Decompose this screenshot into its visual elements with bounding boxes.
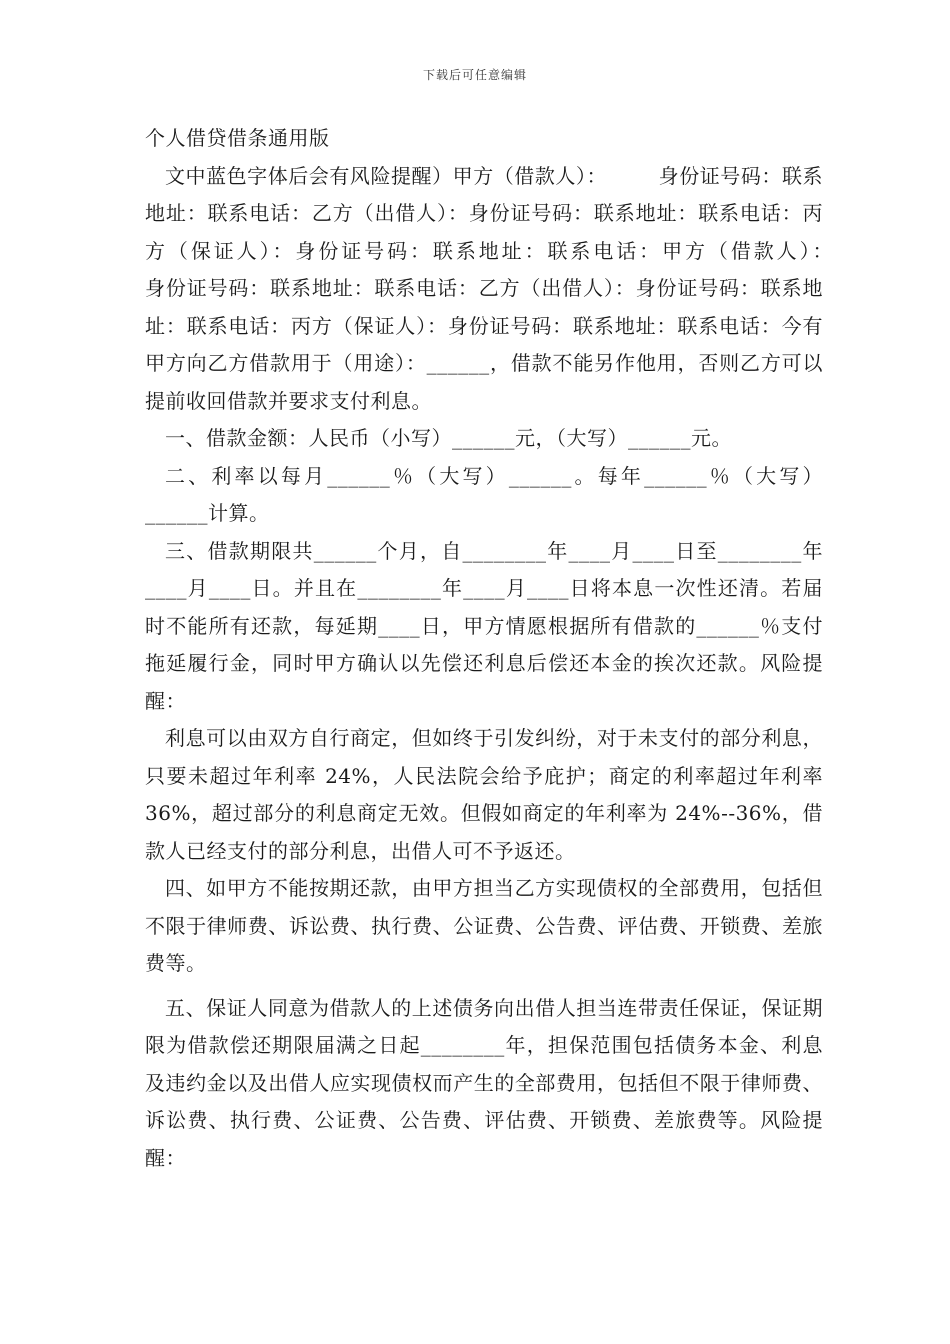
- clause-loan-amount: 一、借款金额：人民币（小写）______元，（大写）______元。: [165, 426, 732, 450]
- document-body: [145, 120, 885, 1177]
- parties-paragraph: 文中蓝色字体后会有风险提醒）甲方（借款人）： 身份证号码：联系地址：联系电话：乙方（出借人）：身份证号码：联系地址：联系电话：丙方（保证人）：身份证号码：联系地址：联系电话：甲方（借款人）： 身份证号码：联系地址：联系电话：乙方（出借人）：身份证号码：联系地址：联系电话：丙方（保证人）：身份证号码：联系地址：联系电话：今有甲方向乙方借款用于（用途）：______，借款不能另作他用，否则乙方可以提前收回借款并要求支付利息。: [145, 163, 885, 413]
- clause-guarantee: 五、保证人同意为借款人的上述债务向出借人担当连带责任保证，保证期限为借款偿还期限届满之日起________年，担保范围包括债务本金、利息及违约金以及出借人应实现债权而产生的全部费用，包括但不限于律师费、诉讼费、执行费、公证费、公告费、评估费、开锁费、差旅费等。风险提醒：: [145, 995, 823, 1170]
- document-title: 个人借贷借条通用版: [145, 126, 330, 150]
- clause-interest-rate: 二、利率以每月______％（大写）______。每年______％（大写）______计算。: [145, 463, 823, 525]
- clause-loan-term: 三、借款期限共______个月，自________年____月____日至________年____月____日。并且在________年____月____日将本息一次性还清。若届时不能所有还款，每延期____日，甲方情愿根据所有借款的______％支付拖延履行金，同时甲方确认以先偿还利息后偿还本金的挨次还款。风险提醒：: [145, 538, 823, 713]
- page-header: 下载后可任意编辑: [422, 68, 527, 82]
- risk-note-interest: 利息可以由双方自行商定，但如终于引发纠纷，对于未支付的部分利息，只要未超过年利率 24%，人民法院会给予庇护；商定的利率超过年利率 36%，超过部分的利息商定无效。但假如商定的年利率为 24%--36%，借款人已经支付的部分利息，出借人可不予返还。: [145, 726, 823, 863]
- clause-default-costs: 四、如甲方不能按期还款，由甲方担当乙方实现债权的全部费用，包括但不限于律师费、诉讼费、执行费、公证费、公告费、评估费、开锁费、差旅费等。: [145, 876, 823, 975]
